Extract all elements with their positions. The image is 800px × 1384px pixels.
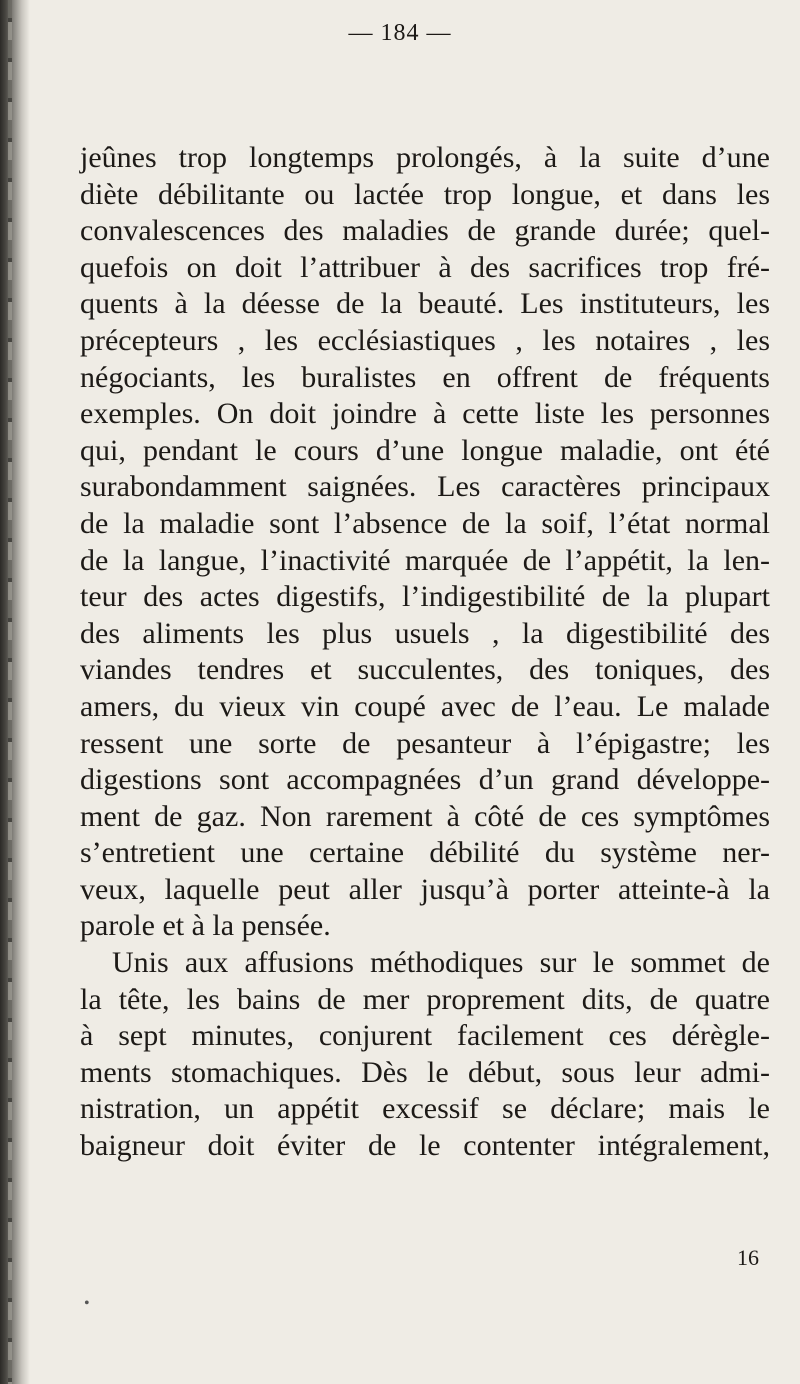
text-line: surabondamment saignées. Les caractères principaux	[80, 470, 770, 504]
text-line: diète débilitante ou lactée trop longue, et dans les	[80, 177, 770, 211]
text-line: s’entretient une certaine débilité du système ner-	[80, 836, 770, 870]
body-text	[80, 140, 770, 1165]
page-number: — 184 —	[348, 20, 452, 46]
text-line: exemples. On doit joindre à cette liste les personnes	[80, 397, 770, 431]
text-line: amers, du vieux vin coupé avec de l’eau. Le malade	[80, 689, 770, 723]
text-line: teur des actes digestifs, l’indigestibilité de la plupart	[80, 580, 770, 614]
text-line: nistration, un appétit excessif se déclare; mais le	[80, 1092, 770, 1126]
text-line: quefois on doit l’attribuer à des sacrifices trop fré-	[80, 250, 770, 284]
text-line: qui, pendant le cours d’une longue maladie, ont été	[80, 433, 770, 467]
text-line: viandes tendres et succulentes, des toniques, des	[80, 653, 770, 687]
text-line: baigneur doit éviter de le contenter intégralement,	[80, 1129, 770, 1163]
text-line: quents à la déesse de la beauté. Les instituteurs, les	[80, 287, 770, 321]
ink-speck-icon: •	[84, 1295, 90, 1312]
text-line: digestions sont accompagnées d’un grand développe-	[80, 763, 770, 797]
binding-stitch-stripe	[8, 0, 12, 1384]
text-line: précepteurs , les ecclésiastiques , les notaires , les	[80, 323, 770, 357]
signature-mark: 16	[737, 1245, 759, 1270]
book-binding-edge	[0, 0, 30, 1384]
text-line: convalescences des maladies de grande durée; quel-	[80, 214, 770, 248]
text-line: ment de gaz. Non rarement à côté de ces symptômes	[80, 799, 770, 833]
text-line: de la maladie sont l’absence de la soif, l’état normal	[80, 506, 770, 540]
text-line: de la langue, l’inactivité marquée de l’appétit, la len-	[80, 543, 770, 577]
text-line: jeûnes trop longtemps prolongés, à la suite d’une	[80, 141, 770, 174]
text-line: ments stomachiques. Dès le début, sous leur admi-	[80, 1055, 770, 1089]
text-line: ressent une sorte de pesanteur à l’épigastre; les	[80, 726, 770, 760]
text-line: Unis aux affusions méthodiques sur le sommet de	[112, 946, 770, 980]
text-line: la tête, les bains de mer proprement dits, de quatre	[80, 982, 770, 1016]
text-line: des aliments les plus usuels , la digestibilité des	[80, 616, 770, 650]
text-line: négociants, les buralistes en offrent de fréquents	[80, 360, 770, 394]
text-line: à sept minutes, conjurent facilement ces dérègle-	[80, 1019, 770, 1053]
text-line: veux, laquelle peut aller jusqu’à porter atteinte-à la	[80, 872, 770, 906]
text-line: parole et à la pensée.	[80, 909, 331, 943]
